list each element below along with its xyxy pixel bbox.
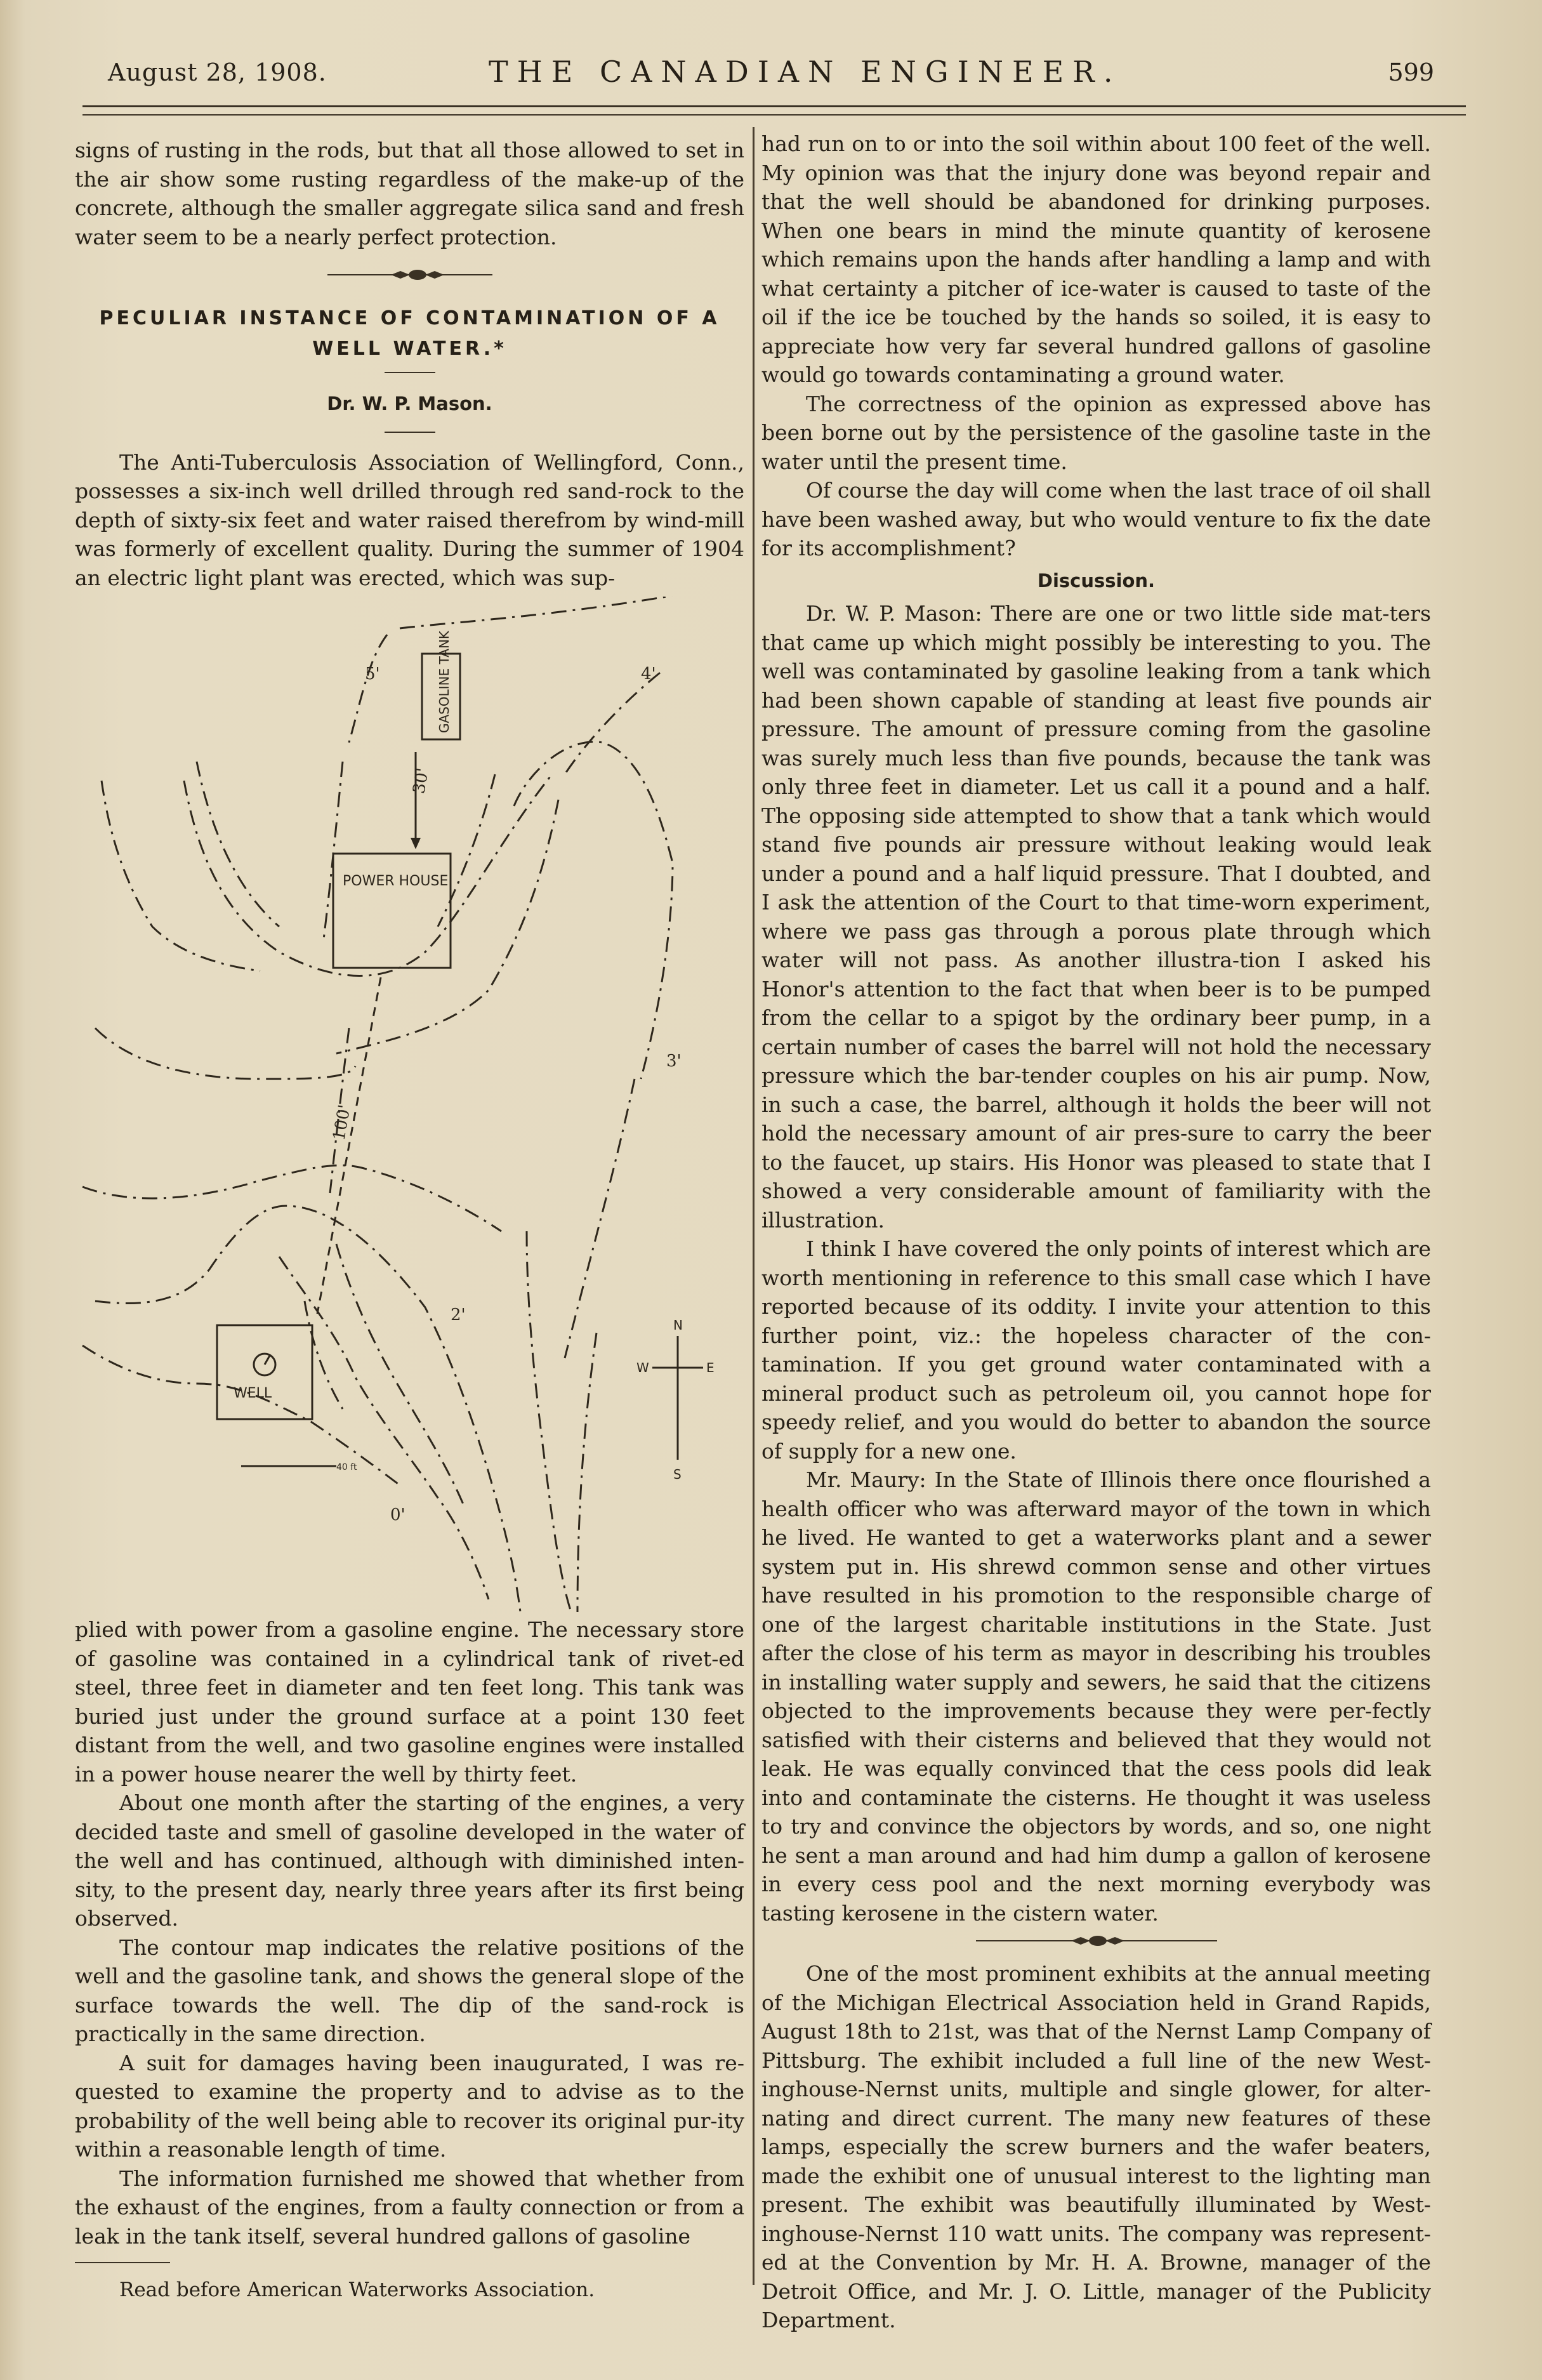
compass-east: E	[706, 1360, 715, 1375]
compass-north: N	[673, 1318, 683, 1333]
contour-map	[70, 597, 749, 1612]
contour-label: 30'	[409, 766, 433, 795]
article-paragraph-1: The Anti-Tuberculosis Association of Wellingford, Conn., possesses a six-inch well drilled through red sand-rock to the depth of sixty-six feet and water raised therefrom by wind-mill was formerly of excellent quality. During the summer of 1904 an electric light plant was erected, which was sup-	[75, 449, 744, 590]
right-paragraph-2: The correctness of the opinion as expressed above has been borne out by the persistence of the gasoline taste in the water until the present time.	[761, 391, 1431, 474]
contour-label: 100'	[329, 1103, 355, 1142]
issue-date: August 28, 1908.	[108, 58, 327, 86]
contour-label: 2'	[451, 1306, 466, 1325]
contour-line	[82, 1165, 501, 1231]
title-rule	[385, 372, 435, 373]
contour-line	[336, 800, 558, 1054]
header-rule-thin	[82, 114, 1466, 116]
contour-line	[102, 781, 260, 971]
journal-title: THE CANADIAN ENGINEER.	[489, 55, 1122, 89]
well-box	[217, 1325, 312, 1419]
ornament-divider	[327, 265, 492, 284]
contour-line	[400, 597, 736, 628]
well-label: WELL	[234, 1385, 272, 1401]
ornament-divider	[976, 1931, 1217, 1950]
column-divider	[753, 127, 755, 2285]
header-rule	[82, 105, 1466, 107]
article-title: PECULIAR INSTANCE OF CONTAMINATION OF A WELL WATER.*	[99, 307, 720, 360]
contour-line	[95, 1028, 355, 1079]
compass-west: W	[636, 1360, 649, 1375]
article-paragraph-2: About one month after the starting of the engines, a very decided taste and smell of gasoline developed in the water of the well and has continued, although with diminished inten-sity, to the present day, nearly three years after its first being observed.	[75, 1790, 744, 1931]
left-column-bottom	[75, 1615, 744, 2305]
contour-label: 5'	[365, 664, 380, 684]
discussion-paragraph-2: I think I have covered the only points of interest which are worth mentioning in reference to this small case which I have reported because of its oddity. I invite your attention to this further point, viz.: the hopeless character of the con-tamination. If you get ground water contaminated with a mineral product such as petroleum oil, you cannot hope for speedy relief, and you would do better to abandon the source of supply for a new one.	[761, 1236, 1431, 1464]
footnote: Read before American Waterworks Association.	[119, 2278, 595, 2301]
page-header	[82, 55, 1460, 103]
contour-label: 0'	[390, 1505, 405, 1524]
intro-paragraph: signs of rusting in the rods, but that all those allowed to set in the air show some rusting regardless of the make-up of the concrete, although the smaller aggregate silica sand and fresh water seem to be a nearly perfect protection.	[75, 138, 744, 249]
article-paragraph-3: The contour map indicates the relative positions of the well and the gasoline tank, and shows the general slope of the surface towards the well. The dip of the sand-rock is practically in the same direction.	[75, 1934, 744, 2046]
contour-line	[527, 1231, 571, 1612]
contour-line	[197, 762, 279, 927]
page-number: 599	[1388, 58, 1434, 86]
tank-label: GASOLINE TANK	[437, 630, 452, 733]
contour-line	[565, 673, 660, 774]
article-author: Dr. W. P. Mason.	[327, 393, 492, 414]
scale-label: 40 ft	[336, 1462, 357, 1472]
article-paragraph-1-cont: plied with power from a gasoline engine. The necessary store of gasoline was contained in a cylindrical tank of rivet-ed steel, three feet in diameter and ten feet long. This tank was buried just under the ground surface at a point 130 feet distant from the well, and two gasoline engines were installed in a power house nearer the well by thirty feet.	[75, 1617, 744, 1787]
compass-south: S	[673, 1467, 682, 1482]
right-paragraph-1: had run on to or into the soil within about 100 feet of the well. My opinion was that the injury done was beyond repair and that the well should be abandoned for drinking purposes. When one bears in mind the minute quantity of kerosene which remains upon the hands after handling a lamp and with what certainty a pitcher of ice-water is caused to taste of the oil if the ice be touched by the hands so soiled, it is easy to appreciate how very far several hundred gallons of gasoline would go towards contaminating a ground water.	[761, 131, 1431, 387]
right-column	[761, 129, 1431, 2335]
footnote-rule	[75, 2262, 170, 2263]
contour-line	[305, 1301, 343, 1409]
author-rule	[385, 432, 435, 433]
discussion-heading: Discussion.	[1037, 569, 1156, 592]
contour-line	[349, 635, 387, 743]
discussion-paragraph-3: Mr. Maury: In the State of Illinois there once flourished a health officer who was afterward mayor of the town in which he lived. He wanted to get a waterworks plant and a sewer system put in. His shrewd common sense and other virtues have resulted in his promotion to the responsible charge of one of the largest charitable institutions in the State. Just after the close of his term as mayor in describing his troubles in installing water supply and sewers, he said that the citizens objected to the improvements because they were per-fectly satisfied with their cisterns and believed that they would not leak. He was equally convinced that the cess pools did leak into and contaminate the cisterns. He thought it was useless to try and convince the objectors by words, and so, one night he sent a man around and had him dump a gallon of kerosene in every cess pool and the next morning everybody was tasting kerosene in the cistern water.	[761, 1467, 1431, 1926]
right-paragraph-3: Of course the day will come when the last trace of oil shall have been washed away, but who would venture to fix the date for its accomplishment?	[761, 478, 1431, 560]
contour-line	[438, 774, 495, 927]
news-paragraph: One of the most prominent exhibits at the annual meeting of the Michigan Electrical Association held in Grand Rapids, August 18th to 21st, was that of the Nernst Lamp Company of Pittsburg. The exhibit included a full line of the new West-inghouse-Nernst units, multiple and single glower, for alter-nating and direct current. The many new features of these lamps, especially the screw burners and the wafer beaters, made the exhibit one of unusual interest to the lighting man present. The exhibit was beautifully illuminated by West-inghouse-Nernst 110 watt units. The company was represent-ed at the Convention by Mr. H. A. Browne, manager of the Detroit Office, and Mr. J. O. Little, manager of the Publicity Department.	[761, 1961, 1431, 2332]
contour-label: 4'	[641, 664, 656, 684]
article-paragraph-5: The information furnished me showed that whether from the exhaust of the engines, from a faulty connection or from a leak in the tank itself, several hundred gallons of gasoline	[75, 2165, 744, 2249]
left-column-top	[75, 136, 744, 284]
power-house-label: POWER HOUSE	[343, 873, 449, 889]
article-paragraph-4: A suit for damages having been inaugurated, I was re-quested to examine the property and to advise as to the probability of the well being able to recover its original pur-ity within a reasonable length of time.	[75, 2050, 744, 2162]
contour-line	[95, 1206, 520, 1612]
left-column-article-head	[75, 303, 744, 592]
contour-line	[577, 1333, 596, 1612]
discussion-paragraph-1: Dr. W. P. Mason: There are one or two little side mat-ters that came up which might possibly be interesting to you. The well was contaminated by gasoline leaking from a tank which had been shown capable of standing at least five pounds air pressure. The amount of pressure coming from the gasoline was surely much less than five pounds, because the tank was only three feet in diameter. Let us call it a pound and a half. The opposing side attempted to show that a tank which would stand five pounds air pressure without leaking would leak under a pound and a half liquid pressure. That I doubted, and I ask the attention of the Court to that time-worn experiment, where we pass gas through a porous plate through which water will not pass. As another illustra-tion I asked his Honor's attention to the fact that when beer is to be pumped from the cellar to a spigot by the ordinary beer pump, in a certain number of cases the barrel will not hold the necessary pressure which the bar-tender couples on his air pump. Now, in such a case, the barrel, although it holds the beer will not hold the necessary amount of air pres-sure to carry the beer to the faucet, up stairs. His Honor was pleased to state that I showed a very considerable amount of familiarity with the illustration.	[761, 601, 1431, 1233]
contour-label: 3'	[666, 1052, 682, 1071]
power-house	[333, 854, 451, 968]
contour-line	[565, 1079, 635, 1358]
